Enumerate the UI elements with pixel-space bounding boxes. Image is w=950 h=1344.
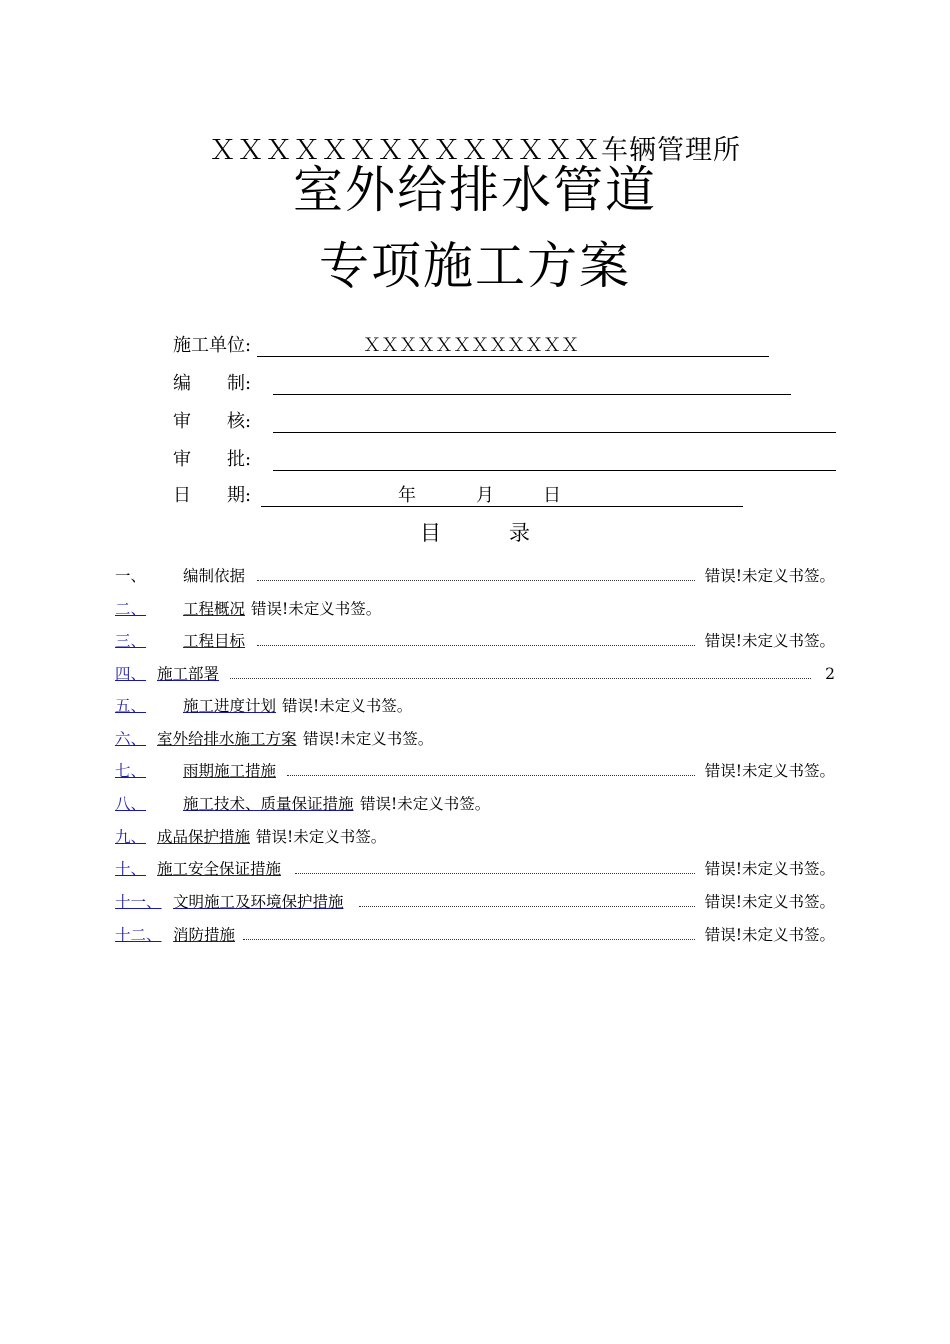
field-approver — [173, 448, 838, 474]
toc-entry-page: 错误!未定义书签。 — [251, 600, 382, 618]
toc-entry-number[interactable]: 六、 — [115, 730, 147, 748]
underline — [273, 470, 836, 471]
toc-entry-page: 错误!未定义书签。 — [360, 795, 491, 813]
toc-entry-number[interactable]: 十一、 — [115, 893, 162, 911]
field-label: 日 期: — [173, 485, 252, 506]
toc-entry-title[interactable]: 文明施工及环境保护措施 — [173, 893, 344, 911]
toc-entry[interactable] — [115, 597, 835, 621]
toc-entry[interactable] — [115, 825, 835, 849]
date-day-label: 日 — [543, 485, 561, 506]
field-label: 审 批: — [173, 449, 252, 470]
toc-entry[interactable] — [115, 629, 835, 653]
toc-heading — [0, 517, 950, 547]
toc-entry-title[interactable]: 成品保护措施 — [157, 828, 251, 846]
toc-entry-page: 错误!未定义书签。 — [282, 697, 413, 715]
toc-entry-title[interactable]: 工程目标 — [183, 632, 246, 650]
toc-entry[interactable] — [115, 759, 835, 783]
toc-entry-page: 错误!未定义书签。 — [704, 860, 835, 878]
toc-entry-page: 错误!未定义书签。 — [704, 632, 835, 650]
toc-entry-number[interactable]: 二、 — [115, 600, 147, 618]
field-label: 审 核: — [173, 411, 252, 432]
toc-leader-dots — [257, 645, 695, 646]
toc-leader-dots — [257, 580, 695, 581]
toc-entry-page: 错误!未定义书签。 — [704, 762, 835, 780]
toc-entry[interactable] — [115, 694, 835, 718]
field-label: 施工单位: — [173, 335, 252, 356]
field-compiler — [173, 372, 793, 398]
toc-entry-number[interactable]: 四、 — [115, 665, 147, 683]
toc-entry-page: 错误!未定义书签。 — [704, 567, 835, 585]
toc-entry[interactable] — [115, 857, 835, 881]
toc-entry-title[interactable]: 施工技术、质量保证措施 — [183, 795, 354, 813]
toc-leader-dots — [359, 906, 695, 907]
toc-entry-page: 2 — [825, 665, 835, 683]
underline — [261, 506, 743, 507]
field-label: 编 制: — [173, 373, 252, 394]
toc-entry[interactable] — [115, 923, 835, 947]
toc-entry-title: 编制依据 — [183, 567, 246, 585]
toc-entry-page: 错误!未定义书签。 — [704, 893, 835, 911]
toc-leader-dots — [230, 678, 811, 679]
date-year-label: 年 — [398, 485, 416, 506]
toc-entry-page: 错误!未定义书签。 — [303, 730, 434, 748]
underline — [273, 432, 836, 433]
toc-entry-number[interactable]: 三、 — [115, 632, 147, 650]
toc-leader-dots — [243, 939, 695, 940]
date-month-label: 月 — [476, 485, 494, 506]
document-title-line1: 室外给排水管道 — [293, 161, 657, 219]
toc-entry-number: 一、 — [115, 567, 147, 585]
toc-entry-title[interactable]: 施工部署 — [157, 665, 220, 683]
underline — [273, 394, 791, 395]
field-reviewer — [173, 410, 838, 436]
toc-entry-title[interactable]: 室外给排水施工方案 — [157, 730, 297, 748]
toc-entry-title[interactable]: 施工安全保证措施 — [157, 860, 282, 878]
toc-entry-page: 错误!未定义书签。 — [704, 926, 835, 944]
toc-entry[interactable] — [115, 662, 835, 686]
toc-entry — [115, 564, 835, 588]
toc-entry-title[interactable]: 雨期施工措施 — [183, 762, 277, 780]
toc-entry[interactable] — [115, 890, 835, 914]
document-title-line2: 专项施工方案 — [319, 237, 631, 295]
field-date — [173, 484, 748, 510]
toc-entry-title[interactable]: 工程概况 — [183, 600, 246, 618]
field-value: ＸＸＸＸＸＸＸＸＸＸＸＸ — [363, 335, 579, 356]
toc-entry-title[interactable]: 消防措施 — [173, 926, 236, 944]
toc-entry-title[interactable]: 施工进度计划 — [183, 697, 277, 715]
toc-entry-number[interactable]: 十、 — [115, 860, 147, 878]
toc-entry-number[interactable]: 八、 — [115, 795, 147, 813]
toc-entry-number[interactable]: 十二、 — [115, 926, 162, 944]
toc-entry-number[interactable]: 七、 — [115, 762, 147, 780]
organization-name: ＸＸＸＸＸＸＸＸＸＸＸＸＸＸ车辆管理所 — [209, 135, 741, 166]
field-construction-unit — [173, 334, 773, 360]
toc-leader-dots — [295, 873, 695, 874]
toc-heading-char1: 目 — [420, 521, 441, 545]
toc-entry[interactable] — [115, 727, 835, 751]
toc-entry[interactable] — [115, 792, 835, 816]
toc-entry-page: 错误!未定义书签。 — [256, 828, 387, 846]
toc-heading-char2: 录 — [509, 521, 530, 545]
toc-entry-number[interactable]: 九、 — [115, 828, 147, 846]
toc-entry-number[interactable]: 五、 — [115, 697, 147, 715]
toc-leader-dots — [287, 775, 695, 776]
